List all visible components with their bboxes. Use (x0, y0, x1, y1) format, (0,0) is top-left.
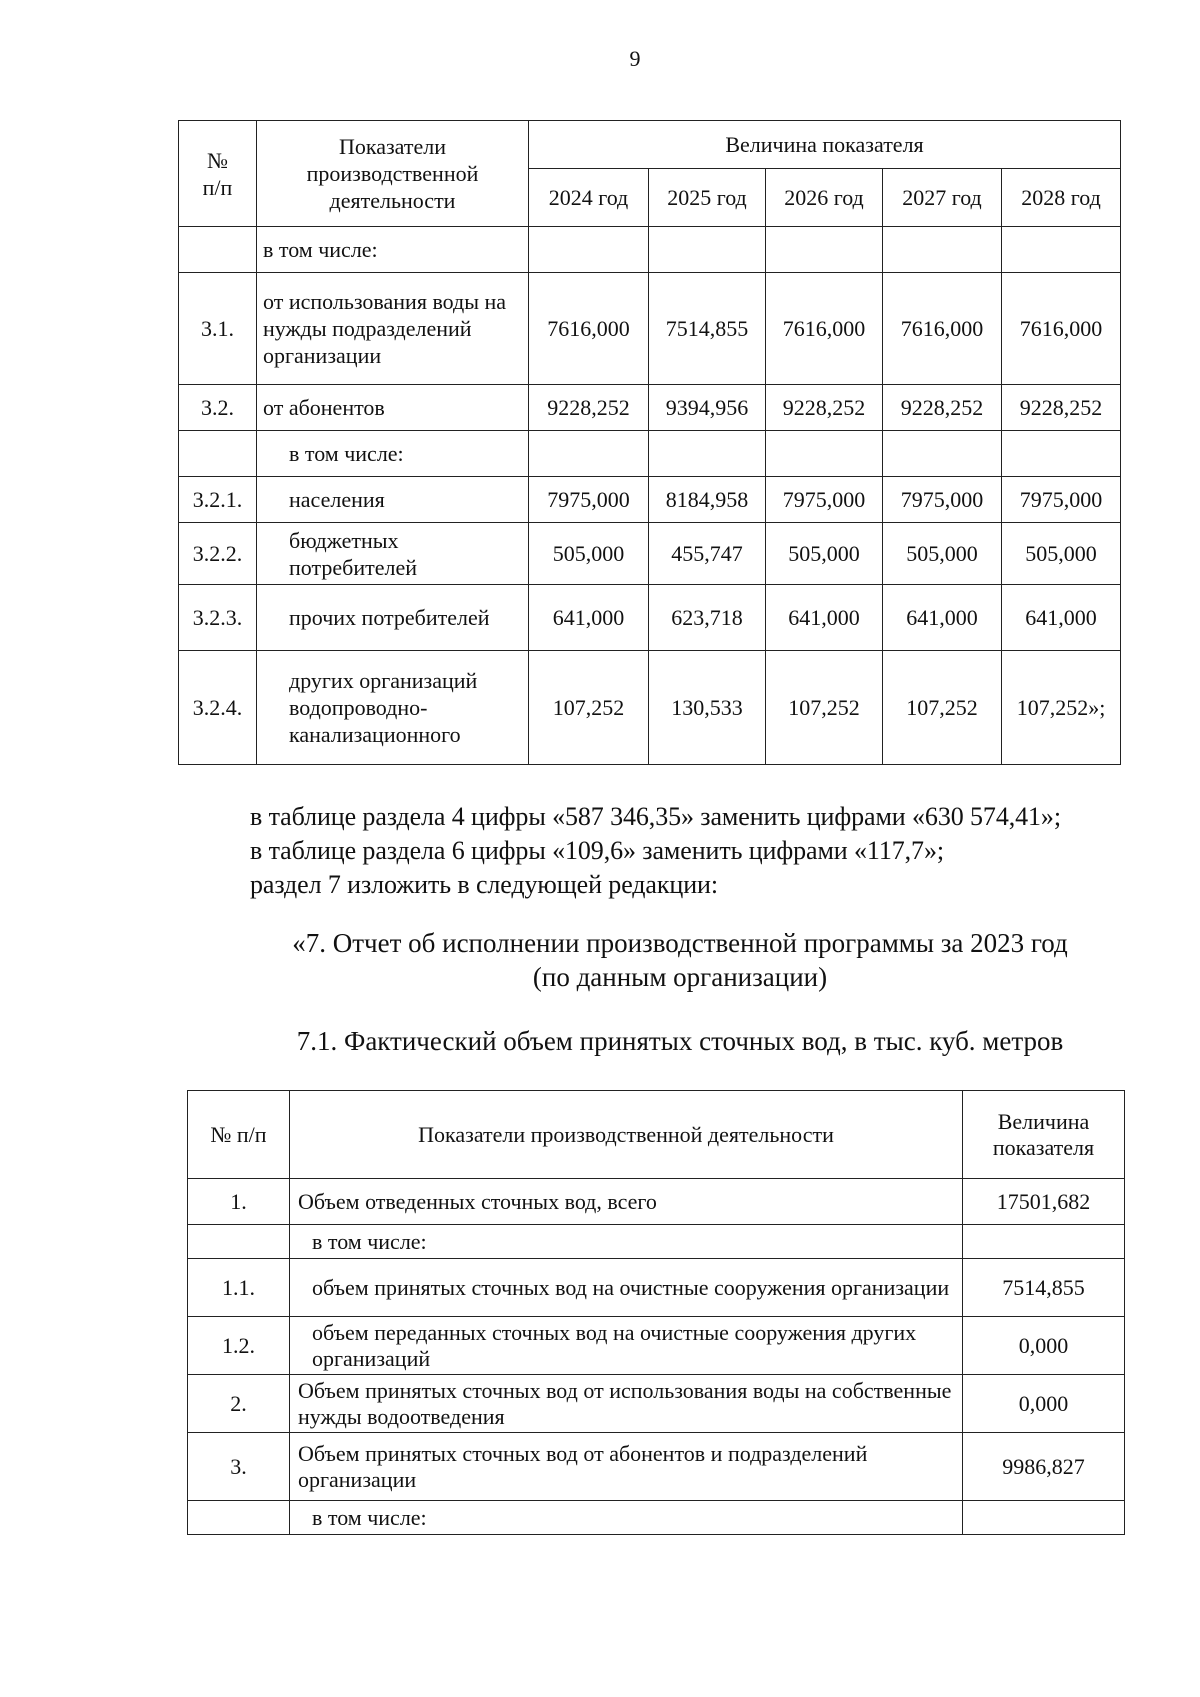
row-label: бюджетных потребителей (257, 523, 529, 585)
value-cell: 17501,682 (963, 1179, 1125, 1225)
value-cell: 455,747 (649, 523, 766, 585)
value-cell (529, 431, 649, 477)
row-number (179, 227, 257, 273)
value-cell: 9228,252 (766, 385, 883, 431)
row-label: в том числе: (257, 431, 529, 477)
row-number: 3.2.1. (179, 477, 257, 523)
value-cell: 505,000 (1002, 523, 1121, 585)
row-label: Объем принятых сточных вод от использования воды на собственные нужды водоотведения (290, 1375, 963, 1433)
amendment-paragraph: в таблице раздела 4 цифры «587 346,35» заменить цифрами «630 574,41»; (250, 802, 1061, 831)
value-cell: 641,000 (1002, 585, 1121, 651)
row-number (179, 431, 257, 477)
table-row (179, 385, 1121, 431)
table-row (179, 651, 1121, 765)
value-cell: 9986,827 (963, 1433, 1125, 1501)
row-number: 3.2.3. (179, 585, 257, 651)
table-row (188, 1179, 1125, 1225)
row-label: в том числе: (257, 227, 529, 273)
header-year: 2025 год (649, 169, 766, 227)
table-row (188, 1225, 1125, 1259)
header-year: 2027 год (883, 169, 1002, 227)
value-cell: 7616,000 (766, 273, 883, 385)
row-number: 1. (188, 1179, 290, 1225)
value-cell: 107,252 (883, 651, 1002, 765)
value-cell (883, 227, 1002, 273)
value-cell: 9228,252 (1002, 385, 1121, 431)
page-number: 9 (629, 46, 641, 71)
header-value-group: Величина показателя (529, 121, 1121, 169)
production-indicators-table (178, 120, 1121, 765)
table-row (188, 1501, 1125, 1535)
table-row (188, 1259, 1125, 1317)
value-cell: 7616,000 (529, 273, 649, 385)
table-row (179, 523, 1121, 585)
row-number: 1.1. (188, 1259, 290, 1317)
row-label: Объем принятых сточных вод от абонентов и подразделений организации (290, 1433, 963, 1501)
value-cell: 107,252 (529, 651, 649, 765)
value-cell: 641,000 (766, 585, 883, 651)
value-cell: 7514,855 (649, 273, 766, 385)
value-cell: 7975,000 (766, 477, 883, 523)
amendment-paragraph: в таблице раздела 6 цифры «109,6» заменить цифрами «117,7»; (250, 836, 944, 865)
row-label: объем переданных сточных вод на очистные сооружения других организаций (290, 1317, 963, 1375)
value-cell (766, 227, 883, 273)
value-cell: 0,000 (963, 1317, 1125, 1375)
value-cell (766, 431, 883, 477)
header-indicators: Показатели производственной деятельности (257, 121, 529, 227)
value-cell: 107,252»; (1002, 651, 1121, 765)
value-cell (649, 227, 766, 273)
value-cell: 7514,855 (963, 1259, 1125, 1317)
row-number: 3.1. (179, 273, 257, 385)
table-row (188, 1375, 1125, 1433)
header-value: Величина показателя (963, 1091, 1125, 1179)
table-row (188, 1433, 1125, 1501)
value-cell: 8184,958 (649, 477, 766, 523)
value-cell: 505,000 (766, 523, 883, 585)
row-label: прочих потребителей (257, 585, 529, 651)
value-cell: 641,000 (883, 585, 1002, 651)
value-cell: 130,533 (649, 651, 766, 765)
row-label: других организаций водопроводно-канализационного (257, 651, 529, 765)
value-cell: 7975,000 (529, 477, 649, 523)
header-year: 2026 год (766, 169, 883, 227)
value-cell (529, 227, 649, 273)
row-number (188, 1501, 290, 1535)
row-label: в том числе: (290, 1501, 963, 1535)
value-cell: 0,000 (963, 1375, 1125, 1433)
row-label: от использования воды на нужды подразделений организации (257, 273, 529, 385)
value-cell: 641,000 (529, 585, 649, 651)
header-year: 2028 год (1002, 169, 1121, 227)
subsection-title: 7.1. Фактический объем принятых сточных вод, в тыс. куб. метров (296, 1026, 1064, 1056)
table-row (179, 227, 1121, 273)
value-cell: 7975,000 (1002, 477, 1121, 523)
value-cell (1002, 431, 1121, 477)
table-row (179, 477, 1121, 523)
section-title: «7. Отчет об исполнении производственной программы за 2023 год (292, 928, 1068, 958)
row-number: 3.2. (179, 385, 257, 431)
row-number: 2. (188, 1375, 290, 1433)
value-cell (963, 1225, 1125, 1259)
header-num: № п/п (179, 121, 257, 227)
table-row (179, 273, 1121, 385)
row-number: 1.2. (188, 1317, 290, 1375)
value-cell: 623,718 (649, 585, 766, 651)
table-row (179, 585, 1121, 651)
value-cell (963, 1501, 1125, 1535)
value-cell: 107,252 (766, 651, 883, 765)
header-indicators: Показатели производственной деятельности (290, 1091, 963, 1179)
header-num: № п/п (188, 1091, 290, 1179)
row-label: от абонентов (257, 385, 529, 431)
value-cell: 505,000 (883, 523, 1002, 585)
amendment-paragraph: раздел 7 изложить в следующей редакции: (250, 870, 718, 899)
wastewater-volume-table (187, 1090, 1125, 1535)
row-label: населения (257, 477, 529, 523)
row-label: объем принятых сточных вод на очистные сооружения организации (290, 1259, 963, 1317)
value-cell: 505,000 (529, 523, 649, 585)
value-cell: 9228,252 (529, 385, 649, 431)
value-cell: 7616,000 (1002, 273, 1121, 385)
table-row (188, 1317, 1125, 1375)
table-row (179, 431, 1121, 477)
row-label: Объем отведенных сточных вод, всего (290, 1179, 963, 1225)
value-cell (1002, 227, 1121, 273)
value-cell (649, 431, 766, 477)
section-subtitle: (по данным организации) (532, 962, 828, 992)
row-number: 3. (188, 1433, 290, 1501)
value-cell: 7975,000 (883, 477, 1002, 523)
value-cell: 9228,252 (883, 385, 1002, 431)
value-cell: 7616,000 (883, 273, 1002, 385)
value-cell: 9394,956 (649, 385, 766, 431)
row-number: 3.2.2. (179, 523, 257, 585)
header-year: 2024 год (529, 169, 649, 227)
row-number (188, 1225, 290, 1259)
row-number: 3.2.4. (179, 651, 257, 765)
row-label: в том числе: (290, 1225, 963, 1259)
value-cell (883, 431, 1002, 477)
